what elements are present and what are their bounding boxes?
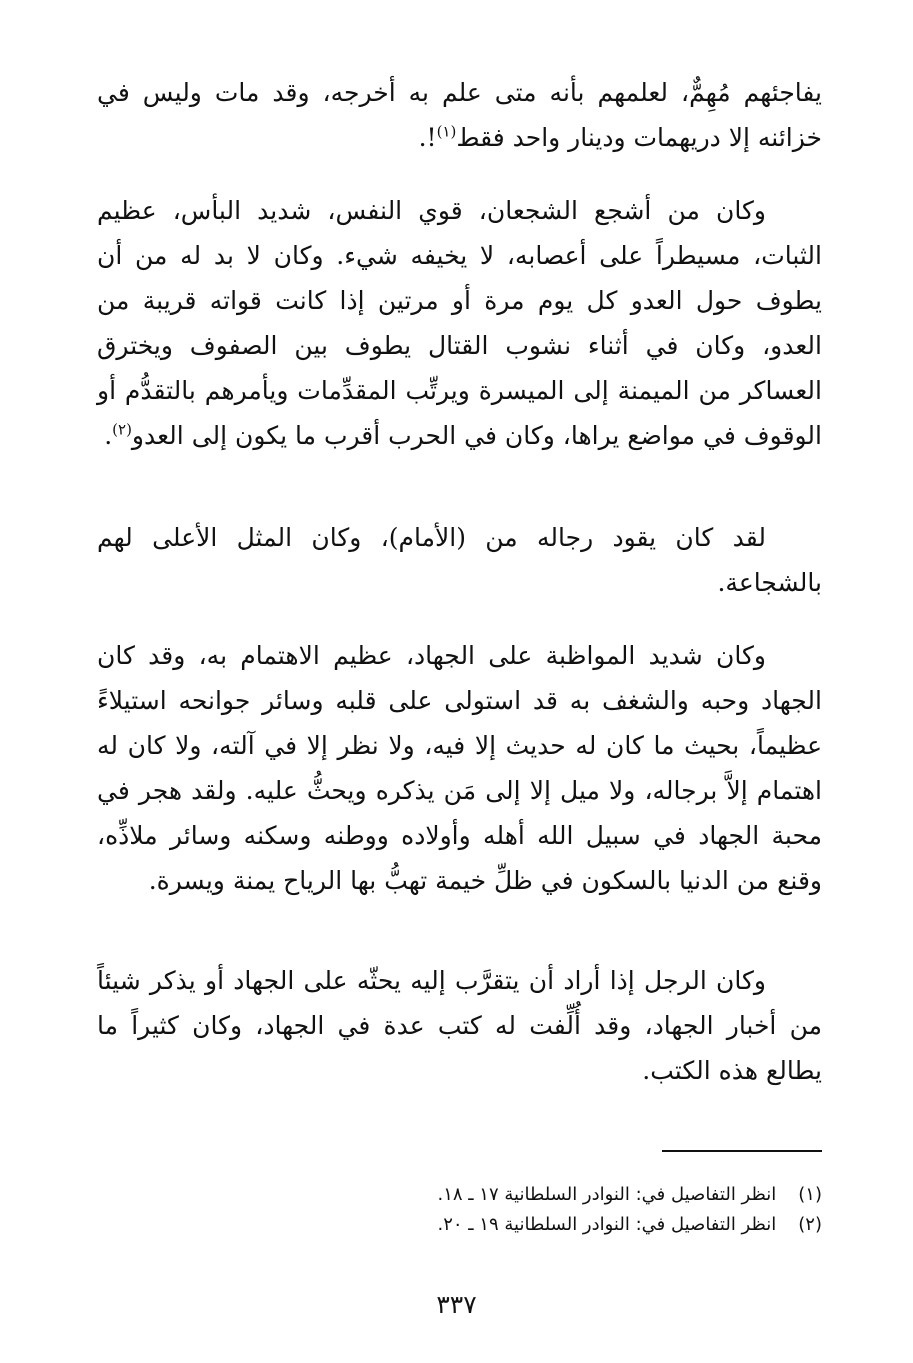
footnote-number: (٢) bbox=[798, 1214, 822, 1235]
footnote-divider bbox=[662, 1150, 822, 1152]
paragraph-text-end: !. bbox=[418, 123, 437, 152]
paragraph-text: وكان من أشجع الشجعان، قوي النفس، شديد البأس، عظيم الثبات، مسيطراً على أعصابه، لا يخيفه شيء. وكان لا بد له من أن يطوف حول العدو كل يوم مرة أو مرتين إذا كانت قواته قريبة من العدو، وكان في أثناء نشوب القتال يطوف بين الصفوف ويخترق العساكر من الميمنة إلى الميسرة ويرتِّب المقدِّمات ويأمرهم بالتقدُّم أو الوقوف في مواضع يراها، وكان في الحرب أقرب ما يكون إلى العدو bbox=[97, 196, 822, 450]
footnote-marker: (٢) bbox=[112, 420, 132, 439]
paragraph-leadership bbox=[97, 515, 822, 605]
footnote-text: انظر التفاصيل في: النوادر السلطانية ١٧ ـ ١٨. bbox=[437, 1184, 777, 1205]
paragraph-text: وكان الرجل إذا أراد أن يتقرَّب إليه يحثّه على الجهاد أو يذكر شيئاً من أخبار الجهاد، وقد أُلِّفت له كتب عدة في الجهاد، وكان كثيراً ما يطالع هذه الكتب. bbox=[97, 966, 822, 1085]
paragraph-books bbox=[97, 958, 822, 1093]
paragraph-text-end: . bbox=[104, 421, 113, 450]
footnote-text: انظر التفاصيل في: النوادر السلطانية ١٩ ـ ٢٠. bbox=[437, 1214, 777, 1235]
paragraph-continued bbox=[97, 70, 822, 160]
paragraph-jihad-devotion bbox=[97, 633, 822, 903]
page-number: ٣٣٧ bbox=[436, 1290, 477, 1319]
footnote-number: (١) bbox=[798, 1184, 822, 1205]
footnote-item bbox=[300, 1210, 822, 1240]
paragraph-text: لقد كان يقود رجاله من (الأمام)، وكان المثل الأعلى لهم بالشجاعة. bbox=[97, 523, 822, 597]
footnote-marker: (١) bbox=[436, 122, 457, 141]
footnotes bbox=[300, 1180, 822, 1240]
footnote-item bbox=[300, 1180, 822, 1210]
paragraph-courage bbox=[97, 188, 822, 458]
paragraph-text: وكان شديد المواظبة على الجهاد، عظيم الاهتمام به، وقد كان الجهاد وحبه والشغف به قد استولى على قلبه وسائر جوانحه استيلاءً عظيماً، بحيث ما كان له حديث إلا فيه، ولا نظر إلا في آلته، ولا كان له اهتمام إلاَّ برجاله، ولا ميل إلا إلى مَن يذكره ويحثُّ عليه. ولقد هجر في محبة الجهاد في سبيل الله أهله وأولاده ووطنه وسكنه وسائر ملاذِّه، وقنع من الدنيا بالسكون في ظلِّ خيمة تهبُّ بها الرياح يمنة ويسرة. bbox=[97, 641, 822, 895]
paragraph-text: يفاجئهم مُهِمٌّ، لعلمهم بأنه متى علم به أخرجه، وقد مات وليس في خزائنه إلا دريهمات ودينار واحد فقط bbox=[97, 78, 822, 152]
